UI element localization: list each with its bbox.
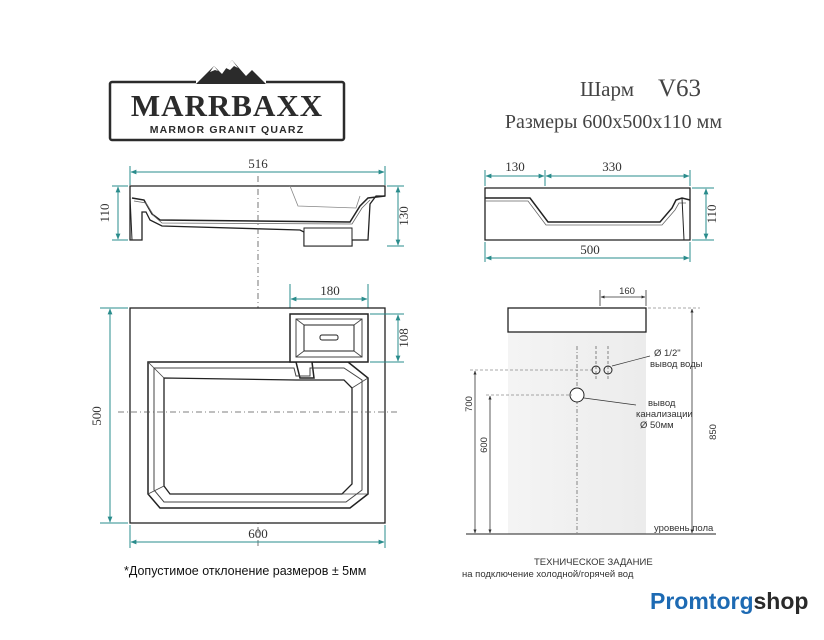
dim-height-600: 600 (479, 437, 490, 453)
dim-height-850: 850 (708, 424, 719, 440)
dim-width-bottom: 500 (580, 242, 600, 257)
dim-segment-mid: 330 (602, 159, 622, 174)
brand-tagline: MARMOR GRANIT QUARZ (149, 124, 305, 136)
side-view-right (485, 159, 719, 262)
brand-name: MARRBAXX (130, 88, 324, 123)
brand-logo (110, 60, 344, 140)
dim-offset-top: 160 (619, 286, 635, 297)
technical-diagram (462, 286, 719, 580)
product-title (505, 75, 723, 133)
dim-height-right: 130 (396, 206, 411, 226)
drain-diameter-label: Ø 50мм (640, 420, 674, 431)
tolerance-footnote: *Допустимое отклонение размеров ± 5мм (124, 564, 367, 578)
water-outlet-label: вывод воды (650, 359, 703, 370)
dim-height-700: 700 (464, 396, 475, 412)
caption-line1: ТЕХНИЧЕСКОЕ ЗАДАНИЕ (534, 557, 653, 568)
drain-outlet (570, 388, 584, 402)
dimensions-label: Размеры 600х500х110 мм (504, 111, 722, 133)
side-view-left (97, 156, 411, 246)
dim-height-front: 110 (704, 204, 719, 224)
pipe-diameter-label: Ø 1/2" (654, 348, 681, 359)
model-prefix: Шарм (580, 77, 634, 101)
drain-label-line1: вывод (648, 398, 676, 409)
watermark-part2: shop (753, 588, 809, 614)
model-code: V63 (658, 75, 702, 102)
drain-block (304, 228, 352, 246)
floor-level-label: уровень пола (654, 523, 714, 534)
basin-slab (508, 308, 646, 332)
dim-depth: 500 (89, 406, 104, 426)
watermark-part1: Promtorg (650, 588, 754, 614)
dim-tray-height: 108 (396, 328, 411, 348)
top-view (89, 283, 411, 548)
drain-label-line2: канализации (636, 409, 693, 420)
svg-text:Promtorgshop (650, 588, 808, 614)
dim-segment-left: 130 (505, 159, 525, 174)
tray-drain-slot (320, 335, 338, 340)
dim-width: 600 (248, 526, 268, 541)
dim-tray-width: 180 (320, 283, 340, 298)
promtorgshop-watermark (640, 580, 812, 618)
caption-line2: на подключение холодной/горячей вод (462, 569, 634, 580)
basin-profile-front (485, 188, 690, 240)
dim-height-left: 110 (97, 203, 112, 223)
dim-width-top: 516 (248, 156, 268, 171)
